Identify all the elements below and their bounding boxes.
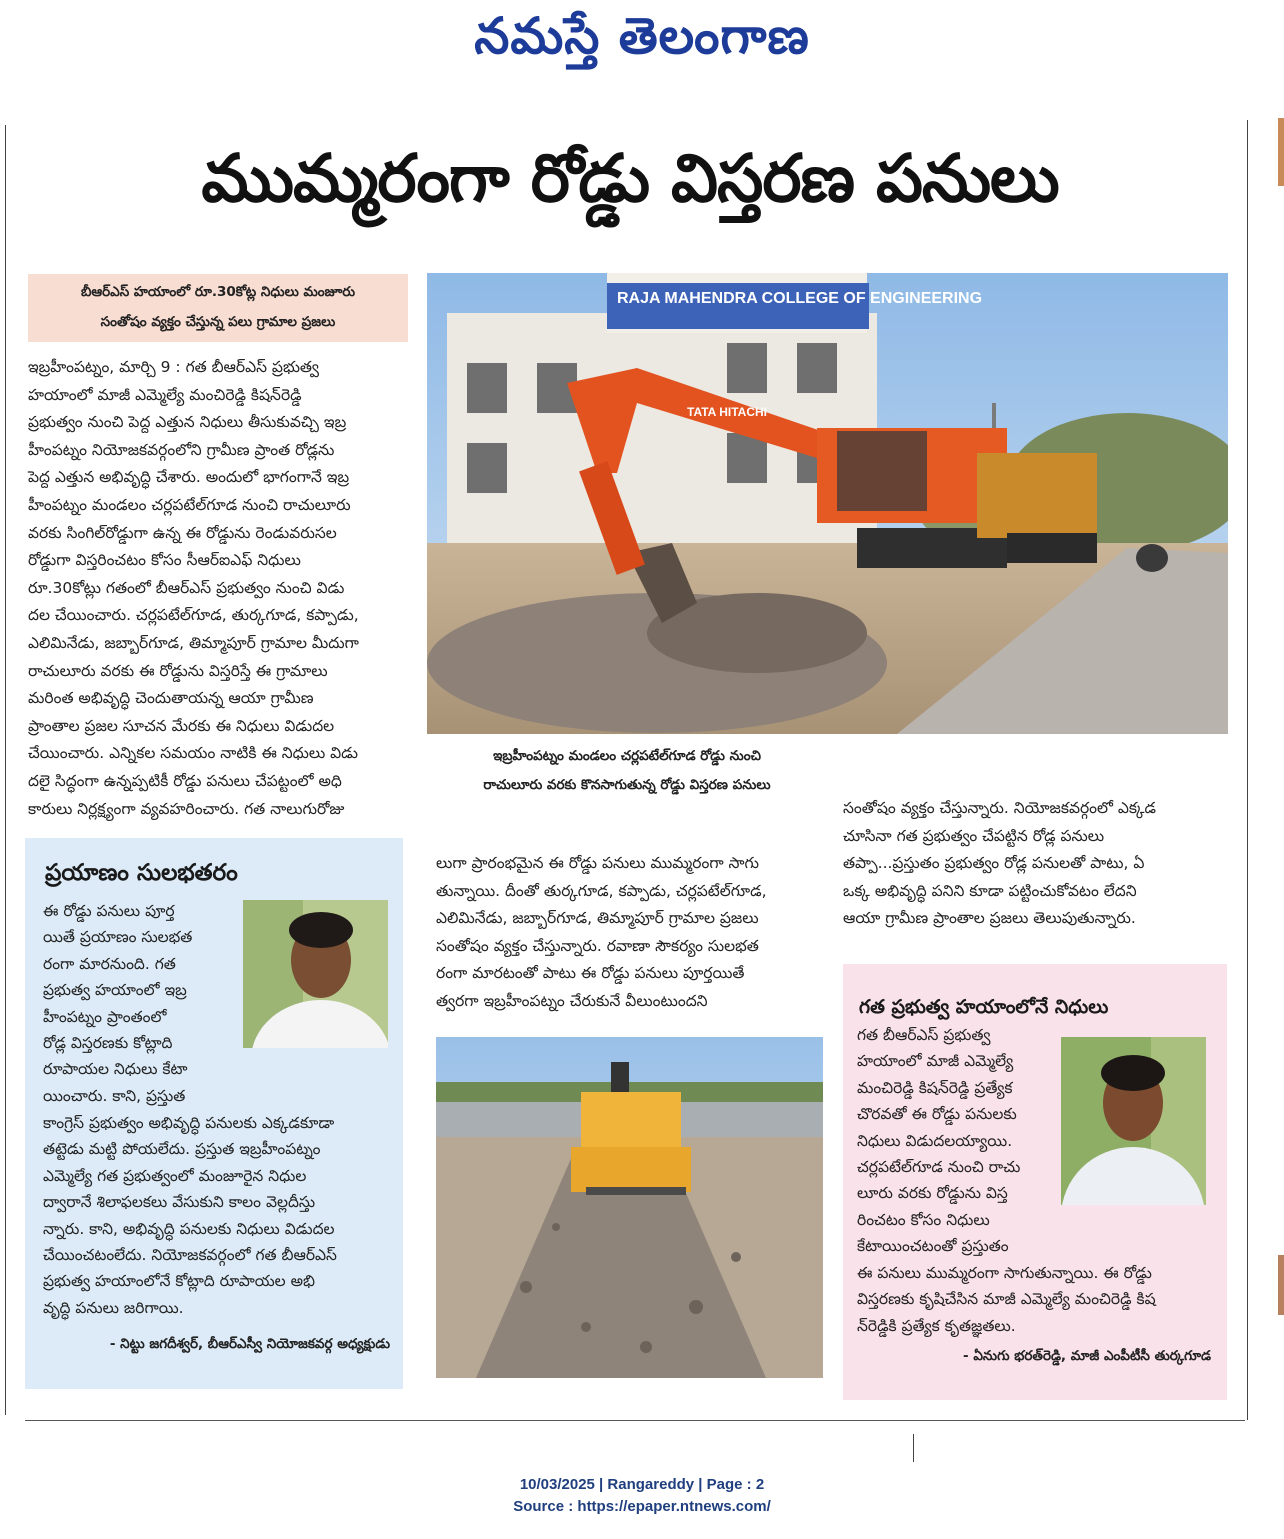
subhead-line: బీఆర్ఎస్ హయాంలో రూ.30కోట్ల నిధులు మంజూరు [80,284,356,300]
text-line: తట్టెడు మట్టి పోయలేదు. ప్రస్తుత ఇబ్రహీంపట్నం [43,1140,321,1159]
text-line: న్నారు. కాని, అభివృద్ధి పనులకు నిధులు విడుదల [43,1219,335,1238]
text-line: ప్రభుత్వ హయాంలోనే కోట్లాది రూపాయల అభి [43,1272,315,1291]
text-line: మరింత అభివృద్ధి చెందుతాయన్న ఆయా గ్రామీణ [28,689,314,708]
svg-text:TATA HITACHI: TATA HITACHI [687,405,767,419]
text-line: ఎలిమినేడు, జబ్బార్‌గూడ, తిమ్మాపూర్ గ్రామాల మీదుగా [28,633,359,652]
bottom-rule [25,1420,1245,1421]
text-line: సంతోషం వ్యక్తం చేస్తున్నారు. రవాణా సౌకర్యం సులభత [436,936,759,955]
text-line: చేయించటంలేదు. నియోజకవర్గంలో గత బీఆర్ఎస్ [43,1246,337,1265]
sidebar-title: ప్రయాణం సులభతరం [45,860,238,886]
text-line: హయాంలో మాజీ ఎమ్మెల్యే [857,1052,1014,1071]
text-line: చూసినా గత ప్రభుత్వం చేపట్టిన రోడ్ల పనులు [843,826,1105,845]
sidebar-signature: - నిట్టు జగదీశ్వర్, బీఆర్ఎస్వీ నియోజకవర్గ అధ్యక్షుడు [109,1336,390,1352]
avatar [243,900,388,1048]
left-border [5,125,6,1415]
sidebar-box-travel [25,838,403,1389]
adjacent-page-sliver-2 [1278,1255,1284,1315]
article-body-col2 [436,850,822,1016]
text-line: ప్రభుత్వ హయాంలో ఇబ్ర [43,981,187,1000]
subhead-line: సంతోషం వ్యక్తం చేస్తున్న పలు గ్రామాల ప్రజలు [100,314,336,330]
caption-line: ఇబ్రహీంపట్నం మండలం చర్లపటేల్‌గూడ రోడ్డు నుంచి [493,748,761,764]
text-line: వరకు సింగిల్‌రోడ్డుగా ఉన్న ఈ రోడ్డును రెండువరుసల [28,523,337,542]
text-line: ఆయా గ్రామీణ ప్రాంతాల ప్రజలు తెలుపుతున్నారు. [843,909,1136,928]
text-line: యించారు. కాని, ప్రస్తుత [43,1086,186,1105]
text-line: రూపాయల నిధులు కేటా [43,1060,188,1079]
article-body-col1 [28,354,408,823]
excavator-photo [427,273,1228,734]
sidebar-box-funds [843,964,1227,1400]
text-line: మంచిరెడ్డి కిషన్‌రెడ్డి ప్రత్యేక [857,1078,1013,1097]
svg-text:RAJA MAHENDRA COLLEGE OF ENGIN: RAJA MAHENDRA COLLEGE OF ENGINEERING [617,290,983,307]
text-line: దలై సిద్ధంగా ఉన్నప్పటికీ రోడ్డు పనులు చేపట్టంలో అధి [28,771,342,790]
text-line: ఎమ్మెల్యే గత ప్రభుత్వంలో మంజూరైన నిధుల [43,1166,307,1185]
text-line: త్వరగా ఇబ్రహీంపట్నం చేరుకునే వీలుంటుందని [436,991,708,1010]
text-line: రించటం కోసం నిధులు [857,1210,990,1229]
text-line: పెద్ద ఎత్తున అభివృద్ధి చేశారు. అందులో భాగంగానే ఇబ్ర [28,468,350,487]
text-line: చొరవతో ఈ రోడ్డు పనులకు [857,1105,1017,1124]
text-line: లూరు వరకు రోడ్డును విస్త [857,1184,1008,1203]
text-line: హీంపట్నం మండలం చర్లపటేల్‌గూడ నుంచి రాచులూరు [28,495,351,514]
text-line: రంగా మారనుంది. గత [43,954,176,973]
masthead-logo: నమస్తే తెలంగాణ [474,6,810,65]
caption-line: రాచులూరు వరకు కొనసాగుతున్న రోడ్డు విస్తరణ పనులు [483,777,771,793]
text-line: ఇబ్రహీంపట్నం, మార్చి 9 : గత బీఆర్ఎస్ ప్రభుత్వ [28,358,320,376]
sidebar-text-narrow [857,1022,1057,1260]
text-line: సంతోషం వ్యక్తం చేస్తున్నారు. నియోజకవర్గంలో ఎక్కడ [843,799,1156,817]
sidebar-signature: - ఏనుగు భరత్‌రెడ్డి, మాజీ ఎంపీటీసీ తుర్కగూడ [963,1348,1211,1364]
sidebar-title: గత ప్రభుత్వ హయాంలోనే నిధులు [859,996,1109,1018]
text-line: రోడ్డుగా విస్తరించటం కోసం సీఆర్ఐఎఫ్ నిధులు [28,551,301,570]
text-line: గత బీఆర్ఎస్ ప్రభుత్వ [857,1026,991,1044]
text-line: హీంపట్నం ప్రాంతంలో [43,1007,167,1026]
text-line: చేయించారు. ఎన్నికల సమయం నాటికి ఈ నిధులు విడు [28,744,359,763]
text-line: యితే ప్రయాణం సులభత [43,928,193,947]
text-line: చర్లపటేల్‌గూడ నుంచి రాచు [857,1158,1021,1177]
text-line: ప్రాంతాల ప్రజల సూచన మేరకు ఈ నిధులు విడుదల [28,716,335,735]
text-line: విస్తరణకు కృషిచేసిన మాజీ ఎమ్మెల్యే మంచిరెడ్డి కిష [857,1290,1156,1309]
sidebar-text-narrow [43,898,243,1109]
text-line: నిధులు విడుదలయ్యాయి. [857,1131,1013,1150]
text-line: రూ.30కోట్లు గతంలో బీఆర్ఎస్ ప్రభుత్వం నుంచి విడు [28,578,345,597]
adjacent-page-sliver [1278,118,1284,186]
right-border [1247,120,1248,1420]
text-line: కారులు నిర్లక్ష్యంగా వ్యవహరించారు. గత నాలుగురోజు [28,799,345,818]
text-line: ఎలిమినేడు, జబ్బార్‌గూడ, తిమ్మాపూర్ గ్రామాల ప్రజలు [436,909,759,928]
avatar [1061,1037,1206,1205]
text-line: రోడ్ల విస్తరణకు కోట్లాది [43,1034,173,1053]
text-line: హయాంలో మాజీ ఎమ్మెల్యే మంచిరెడ్డి కిషన్‌రెడ్డి [28,385,302,404]
text-line: రంగా మారటంతో పాటు ఈ రోడ్డు పనులు పూర్తయితే [436,964,745,983]
text-line: ఈ పనులు ముమ్మరంగా సాగుతున్నాయి. ఈ రోడ్డు [857,1264,1152,1282]
text-line: తున్నాయి. దీంతో తుర్కగూడ, కప్పాడు, చర్లపటేల్‌గూడ, [436,881,767,900]
text-line: కేటాయించటంతో ప్రస్తుతం [857,1237,1009,1256]
text-line: ద్వారానే శిలాఫలకలు వేసుకుని కాలం వెల్లదీస్తు [43,1193,316,1212]
photo-caption [427,742,827,800]
footer-date-line: 10/03/2025 | Rangareddy | Page : 2 [519,1476,765,1493]
sidebar-text-wide [43,1110,388,1321]
text-line: రాచులూరు వరకు ఈ రోడ్డును విస్తరిస్తే ఈ గ్రామాలు [28,661,328,680]
text-line: హీంపట్నం నియోజకవర్గంలోని గ్రామీణ ప్రాంత రోడ్లను [28,440,335,459]
text-line: దల చేయించారు. చర్లపటేల్‌గూడ, తుర్కగూడ, కప్పాడు, [28,606,359,625]
text-line: తప్పా...ప్రస్తుతం ప్రభుత్వం రోడ్ల పనులతో పాటు, ఏ [843,854,1145,873]
text-line: కాంగ్రెస్ ప్రభుత్వం అభివృద్ధి పనులకు ఎక్కడకూడా [43,1114,335,1132]
subhead-box [28,274,408,342]
road-roller-photo [436,1037,823,1378]
headline: ముమ్మరంగా రోడ్డు విస్తరణ పనులు [201,140,1059,217]
text-line: ఈ రోడ్డు పనులు పూర్త [43,902,175,920]
text-line: లుగా ప్రారంభమైన ఈ రోడ్డు పనులు ముమ్మరంగా సాగు [436,854,759,872]
bottom-divider [913,1434,914,1462]
text-line: న్‌రెడ్డికి ప్రత్యేక కృతజ్ఞతలు. [857,1316,1016,1335]
footer-source-link[interactable]: Source : https://epaper.ntnews.com/ [513,1498,771,1515]
sidebar-text-wide [857,1260,1212,1339]
text-line: ప్రభుత్వం నుంచి పెద్ద ఎత్తున నిధులు తీసుకువచ్చి ఇబ్ర [28,413,347,432]
text-line: వృద్ధి పనులు జరిగాయి. [43,1298,184,1317]
text-line: ఒక్క అభివృద్ధి పనిని కూడా పట్టించుకోవటం లేదని [843,881,1137,900]
article-body-col3 [843,795,1227,933]
